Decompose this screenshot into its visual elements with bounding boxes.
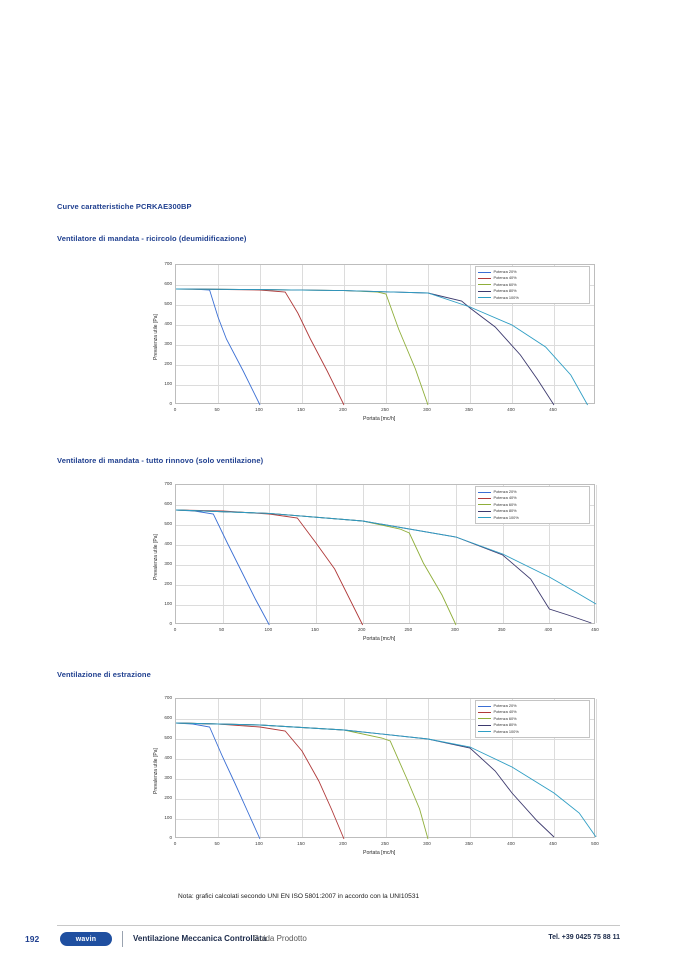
x-tick-label: 100	[255, 841, 263, 846]
legend-label: Potenza 40%	[493, 495, 517, 501]
x-tick-label: 250	[381, 407, 389, 412]
x-tick-label: 450	[591, 627, 599, 632]
legend-color-swatch	[478, 504, 491, 505]
y-tick-label: 300	[164, 775, 172, 780]
x-tick-label: 200	[339, 841, 347, 846]
x-axis-label: Portata [mc/h]	[363, 636, 396, 642]
legend-color-swatch	[478, 291, 491, 292]
legend-label: Potenza 60%	[493, 715, 517, 721]
x-tick-label: 300	[451, 627, 459, 632]
chart-tutto-rinnovo	[130, 478, 600, 648]
y-tick-label: 700	[164, 481, 172, 486]
x-tick-label: 0	[173, 407, 177, 412]
chart-title-2: Ventilatore di mandata - tutto rinnovo (solo ventilazione)	[57, 456, 264, 465]
legend-color-swatch	[478, 718, 491, 719]
legend-label: Potenza 100%	[493, 514, 519, 520]
y-axis-label: Prevalenza utile [Pa]	[153, 748, 159, 794]
gridline-vertical	[596, 485, 597, 623]
page-number: 192	[25, 934, 40, 944]
x-tick-label: 200	[357, 627, 366, 632]
x-tick-label: 300	[423, 407, 431, 412]
x-tick-label: 0	[173, 627, 177, 632]
x-tick-label: 450	[549, 841, 557, 846]
footer-divider	[122, 931, 123, 947]
chart-title-1: Ventilatore di mandata - ricircolo (deumidificazione)	[57, 234, 247, 243]
legend-label: Potenza 60%	[493, 501, 517, 507]
legend-color-swatch	[478, 731, 491, 732]
chart-ricircolo-deumidificazione	[130, 258, 600, 428]
x-tick-label: 450	[549, 407, 557, 412]
legend-color-swatch	[478, 297, 491, 298]
gridline-vertical	[596, 699, 597, 837]
series-line	[176, 510, 363, 625]
legend-label: Potenza 80%	[493, 508, 517, 514]
x-tick-label: 100	[264, 627, 273, 632]
y-tick-label: 300	[164, 341, 172, 346]
chart-legend	[475, 700, 590, 738]
page-footer	[0, 925, 677, 958]
legend-color-swatch	[478, 498, 491, 499]
y-tick-label: 600	[164, 715, 172, 720]
series-line	[176, 723, 554, 837]
y-tick-label: 0	[169, 835, 172, 840]
y-tick-label: 100	[164, 601, 172, 606]
x-tick-label: 150	[311, 627, 319, 632]
y-tick-label: 100	[164, 381, 172, 386]
legend-color-swatch	[478, 284, 491, 285]
chart-legend	[475, 486, 590, 524]
series-line	[176, 289, 344, 405]
x-tick-label: 150	[297, 841, 305, 846]
legend-label: Potenza 40%	[493, 275, 517, 281]
series-line	[176, 510, 269, 625]
wavin-logo	[60, 932, 112, 946]
series-line	[176, 723, 428, 839]
legend-color-swatch	[478, 712, 491, 713]
figure-note: Nota: grafici calcolati secondo UNI EN ISO 5801:2007 in accordo con la UNI10531	[178, 893, 420, 900]
y-tick-label: 600	[164, 501, 172, 506]
footer-subtitle: Guida Prodotto	[253, 934, 307, 943]
x-tick-label: 350	[465, 841, 473, 846]
legend-label: Potenza 100%	[493, 294, 519, 300]
legend-label: Potenza 20%	[493, 489, 517, 494]
x-tick-label: 300	[423, 841, 431, 846]
y-tick-label: 600	[164, 281, 172, 286]
y-tick-label: 200	[164, 795, 172, 800]
legend-label: Potenza 20%	[493, 269, 517, 274]
y-tick-label: 400	[164, 541, 172, 546]
legend-label: Potenza 80%	[493, 288, 517, 294]
series-line	[176, 289, 554, 405]
x-tick-label: 150	[297, 407, 305, 412]
y-tick-label: 400	[164, 321, 172, 326]
y-axis-label: Prevalenza utile [Pa]	[153, 534, 159, 580]
chart-estrazione	[130, 692, 600, 862]
series-line	[176, 289, 428, 405]
y-tick-label: 400	[164, 755, 172, 760]
x-tick-label: 50	[214, 841, 220, 846]
x-tick-label: 400	[507, 841, 515, 846]
legend-color-swatch	[478, 706, 491, 707]
y-tick-label: 0	[169, 401, 172, 406]
y-tick-label: 0	[169, 621, 172, 626]
series-line	[176, 289, 588, 405]
x-tick-label: 100	[255, 407, 263, 412]
y-tick-label: 700	[164, 695, 172, 700]
x-tick-label: 50	[219, 627, 225, 632]
logo-text: wavin	[75, 935, 97, 943]
x-tick-label: 500	[591, 841, 599, 846]
series-line	[176, 510, 596, 604]
y-tick-label: 300	[164, 561, 172, 566]
legend-color-swatch	[478, 272, 491, 273]
x-tick-label: 350	[465, 407, 473, 412]
legend-color-swatch	[478, 511, 491, 512]
page-title: Curve caratteristiche PCRKAE300BP	[57, 202, 192, 211]
y-axis-label: Prevalenza utile [Pa]	[153, 314, 159, 360]
y-tick-label: 500	[164, 301, 172, 306]
x-tick-label: 400	[507, 407, 515, 412]
x-axis-label: Portata [mc/h]	[363, 850, 396, 856]
chart-title-3: Ventilazione di estrazione	[57, 670, 151, 679]
x-axis-label: Portata [mc/h]	[363, 416, 396, 422]
legend-item	[478, 515, 586, 521]
series-line	[176, 723, 344, 839]
y-tick-label: 500	[164, 735, 172, 740]
footer-divider-rule	[57, 925, 620, 926]
series-line	[176, 723, 260, 839]
legend-label: Potenza 60%	[493, 281, 517, 287]
y-tick-label: 200	[164, 361, 172, 366]
x-tick-label: 350	[497, 627, 506, 632]
legend-label: Potenza 100%	[493, 728, 519, 734]
legend-color-swatch	[478, 517, 491, 518]
series-line	[176, 723, 596, 837]
legend-color-swatch	[478, 278, 491, 279]
x-tick-label: 50	[214, 407, 220, 412]
legend-item	[478, 295, 586, 301]
y-tick-label: 700	[164, 261, 172, 266]
chart-legend	[475, 266, 590, 304]
x-tick-label: 250	[381, 841, 389, 846]
footer-title: Ventilazione Meccanica Controllata	[133, 934, 267, 943]
footer-telephone: Tel. +39 0425 75 88 11	[548, 934, 620, 941]
y-tick-label: 200	[164, 581, 172, 586]
x-tick-label: 200	[339, 407, 347, 412]
legend-color-swatch	[478, 725, 491, 726]
y-tick-label: 100	[164, 815, 172, 820]
x-tick-label: 250	[404, 627, 413, 632]
x-tick-label: 400	[544, 627, 553, 632]
y-tick-label: 500	[164, 521, 172, 526]
legend-label: Potenza 20%	[493, 703, 517, 708]
legend-label: Potenza 80%	[493, 722, 517, 728]
legend-label: Potenza 40%	[493, 709, 517, 715]
series-line	[176, 289, 260, 405]
x-tick-label: 0	[173, 841, 177, 846]
series-line	[176, 510, 456, 625]
legend-color-swatch	[478, 492, 491, 493]
legend-item	[478, 729, 586, 735]
